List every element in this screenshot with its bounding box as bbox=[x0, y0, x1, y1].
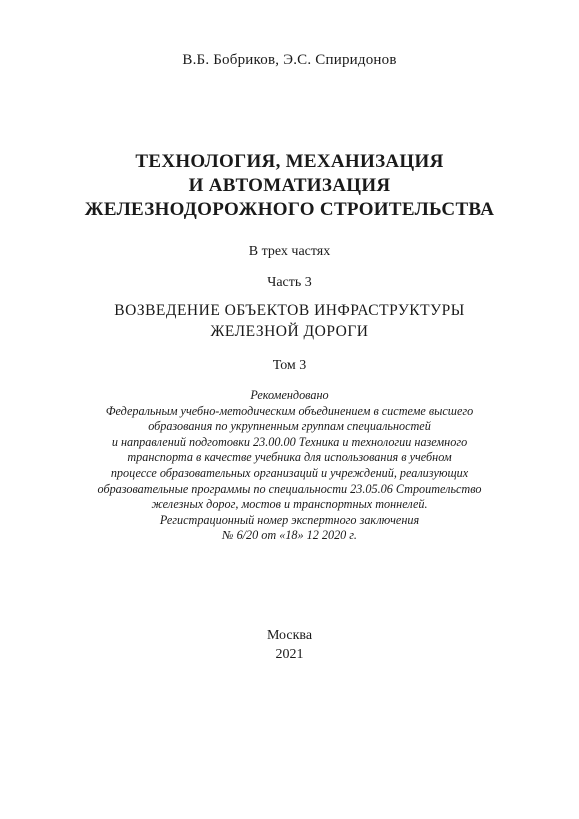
publication-city: Москва bbox=[266, 628, 313, 643]
parts-note: В трех частях bbox=[248, 244, 331, 259]
recommendation-line: Рекомендовано bbox=[250, 388, 329, 402]
recommendation-line: железных дорог, мостов и транспортных тоннелей. bbox=[151, 497, 428, 512]
recommendation-line: и направлений подготовки 23.00.00 Техника и технологии наземного bbox=[111, 434, 468, 449]
authors: В.Б. Бобриков, Э.С. Спиридонов bbox=[182, 52, 397, 68]
recommendation-line: № 6/20 от «18» 12 2020 г. bbox=[222, 528, 357, 543]
recommendation-line: Регистрационный номер экспертного заключения bbox=[159, 512, 420, 527]
recommendation-line: образовательные программы по специальности 23.05.06 Строительство bbox=[97, 481, 482, 496]
volume-label: Том 3 bbox=[272, 358, 307, 373]
book-title-line-1: ТЕХНОЛОГИЯ, МЕХАНИЗАЦИЯ bbox=[135, 151, 444, 172]
publication-year: 2021 bbox=[275, 647, 304, 662]
part-subtitle bbox=[0, 300, 579, 342]
part-label: Часть 3 bbox=[267, 275, 312, 290]
book-title-line-3: ЖЕЛЕЗНОДОРОЖНОГО СТРОИТЕЛЬСТВА bbox=[84, 199, 495, 220]
recommendation-line: образования по укрупненным группам специальностей bbox=[148, 419, 431, 434]
part-subtitle-line-2: ЖЕЛЕЗНОЙ ДОРОГИ bbox=[210, 323, 369, 340]
recommendation-block bbox=[0, 388, 579, 544]
book-title bbox=[0, 150, 579, 222]
recommendation-line: процессе образовательных организаций и учреждений, реализующих bbox=[110, 465, 469, 480]
recommendation-line: Федеральным учебно-методическим объединением в системе высшего bbox=[105, 403, 474, 418]
part-subtitle-line-1: ВОЗВЕДЕНИЕ ОБЪЕКТОВ ИНФРАСТРУКТУРЫ bbox=[114, 302, 465, 319]
recommendation-line: транспорта в качестве учебника для использования в учебном bbox=[127, 450, 452, 465]
book-title-line-2: И АВТОМАТИЗАЦИЯ bbox=[188, 175, 391, 196]
